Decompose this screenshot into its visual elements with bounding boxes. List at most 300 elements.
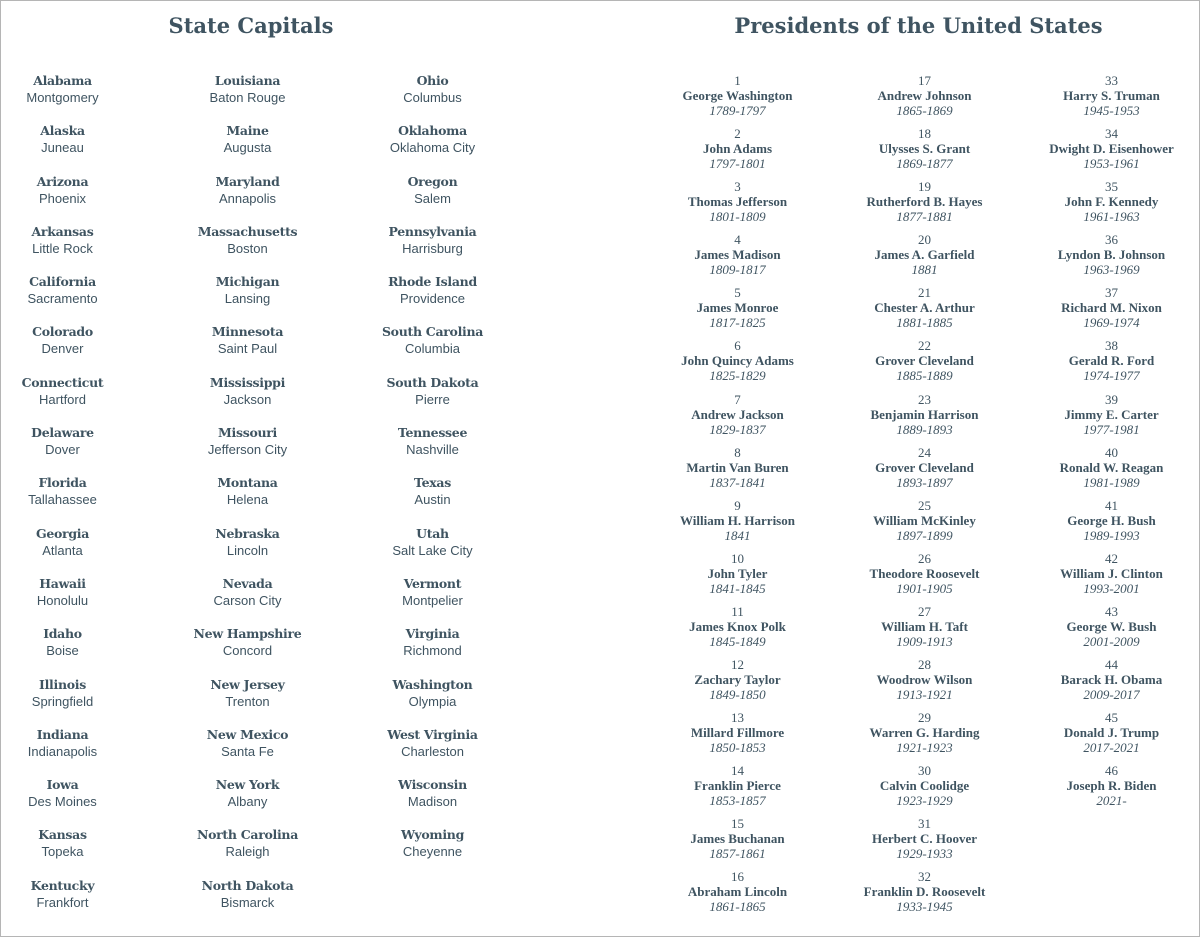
state-capital: Salem <box>414 190 451 206</box>
state-name: West Virginia <box>387 726 478 742</box>
president-number: 14 <box>731 763 744 779</box>
state-name: New Jersey <box>210 676 285 692</box>
president-entry <box>644 763 831 816</box>
president-term: 1981-1989 <box>1083 474 1140 490</box>
president-name: Chester A. Arthur <box>874 300 975 316</box>
president-term: 1909-1913 <box>896 633 953 649</box>
state-entry <box>155 727 340 777</box>
state-entry <box>0 375 155 425</box>
state-capital: Jackson <box>223 391 272 407</box>
president-name: Grover Cleveland <box>875 459 974 475</box>
president-name: Woodrow Wilson <box>876 672 973 688</box>
president-entry <box>644 232 831 285</box>
president-entry <box>1018 498 1200 551</box>
president-entry <box>644 710 831 763</box>
president-number: 36 <box>1105 232 1118 248</box>
state-capital: Sacramento <box>27 291 98 307</box>
president-number: 44 <box>1105 657 1118 673</box>
president-term: 1817-1825 <box>709 315 766 331</box>
state-name: Minnesota <box>211 324 284 340</box>
state-capital: Jefferson City <box>207 442 288 458</box>
state-name: South Dakota <box>386 374 479 390</box>
state-name: California <box>29 274 96 290</box>
state-name: South Carolina <box>381 324 484 340</box>
state-entry <box>0 224 155 274</box>
president-number: 24 <box>918 444 931 460</box>
state-capital: Columbia <box>405 341 460 357</box>
state-entry <box>340 375 525 425</box>
state-name: Maryland <box>215 173 280 189</box>
president-number: 25 <box>918 497 931 513</box>
state-entry <box>155 827 340 877</box>
president-number: 35 <box>1105 179 1118 195</box>
state-name: Florida <box>38 475 87 491</box>
state-capital: Helena <box>226 492 269 508</box>
president-number: 28 <box>918 657 931 673</box>
state-capital: Juneau <box>41 140 84 156</box>
president-entry <box>1018 392 1200 445</box>
state-name: Georgia <box>35 525 90 541</box>
state-capital: Des Moines <box>28 794 97 810</box>
state-capital: Carson City <box>213 592 282 608</box>
state-name: Virginia <box>405 626 460 642</box>
president-number: 45 <box>1105 710 1118 726</box>
state-name: Vermont <box>403 575 462 591</box>
state-entry <box>340 73 525 123</box>
president-term: 1797-1801 <box>709 156 766 172</box>
state-name: Ohio <box>416 73 449 88</box>
state-entry <box>0 727 155 777</box>
president-term: 2017-2021 <box>1083 740 1140 756</box>
president-name: Herbert C. Hoover <box>871 831 978 847</box>
state-name: Wyoming <box>400 827 465 843</box>
presidents-title: Presidents of the United States <box>734 13 1103 38</box>
president-number: 46 <box>1105 763 1118 779</box>
president-entry <box>644 338 831 391</box>
president-number: 33 <box>1105 73 1118 88</box>
president-term: 1825-1829 <box>709 368 766 384</box>
president-term: 2021- <box>1096 793 1127 809</box>
president-name: Andrew Jackson <box>691 406 784 422</box>
state-capital: Topeka <box>41 844 84 860</box>
state-entry <box>0 425 155 475</box>
president-number: 41 <box>1105 497 1118 513</box>
president-term: 1969-1974 <box>1083 315 1140 331</box>
state-capital: Baton Rouge <box>209 90 286 105</box>
president-term: 1953-1961 <box>1083 156 1140 172</box>
president-entry <box>831 285 1018 338</box>
state-entry <box>0 777 155 827</box>
president-entry <box>1018 551 1200 604</box>
president-term: 1789-1797 <box>709 103 766 118</box>
state-capital: Olympia <box>408 693 457 709</box>
president-term: 1849-1850 <box>709 687 766 703</box>
state-name: Texas <box>414 475 451 491</box>
president-number: 20 <box>918 232 931 248</box>
state-entry <box>0 526 155 576</box>
state-capital: Salt Lake City <box>392 542 473 558</box>
president-number: 13 <box>731 710 744 726</box>
president-term: 1877-1881 <box>896 209 953 225</box>
state-capital: Little Rock <box>32 240 93 256</box>
president-number: 19 <box>918 179 931 195</box>
president-number: 18 <box>918 126 931 142</box>
president-number: 26 <box>918 550 931 566</box>
state-entry <box>155 475 340 525</box>
state-name: North Dakota <box>201 877 294 893</box>
state-capital: Lincoln <box>226 542 269 558</box>
state-entry <box>340 727 525 777</box>
president-name: George W. Bush <box>1066 618 1157 634</box>
state-entry <box>0 878 155 928</box>
president-term: 1809-1817 <box>709 262 766 278</box>
state-capital: Montgomery <box>26 90 99 105</box>
state-capital: Springfield <box>31 693 94 709</box>
president-entry <box>831 604 1018 657</box>
state-entry <box>155 425 340 475</box>
president-term: 1853-1857 <box>709 793 766 809</box>
president-entry <box>1018 338 1200 391</box>
state-name: Iowa <box>46 777 79 793</box>
president-entry <box>644 126 831 179</box>
president-entry <box>831 763 1018 816</box>
president-term: 2001-2009 <box>1083 633 1140 649</box>
president-name: James Buchanan <box>690 831 785 847</box>
state-capital: Phoenix <box>39 190 86 206</box>
president-term: 1929-1933 <box>896 846 953 862</box>
president-name: William H. Taft <box>881 618 968 634</box>
president-entry <box>831 551 1018 604</box>
president-name: George Washington <box>682 88 793 103</box>
president-entry <box>644 392 831 445</box>
state-entry <box>340 224 525 274</box>
state-entry <box>155 274 340 324</box>
state-capital: Honolulu <box>36 592 89 608</box>
state-name: New Mexico <box>206 726 289 742</box>
president-number: 2 <box>734 126 741 142</box>
state-name: Arkansas <box>31 223 94 239</box>
president-entry <box>1018 657 1200 710</box>
state-entry <box>340 324 525 374</box>
president-number: 37 <box>1105 285 1118 301</box>
president-term: 1897-1899 <box>896 527 953 543</box>
state-entry <box>0 576 155 626</box>
president-term: 1963-1969 <box>1083 262 1140 278</box>
state-entry <box>0 274 155 324</box>
president-entry <box>831 392 1018 445</box>
president-name: James Madison <box>694 247 781 263</box>
state-entry <box>155 626 340 676</box>
state-entry <box>340 777 525 827</box>
state-entry <box>155 224 340 274</box>
president-entry <box>644 816 831 869</box>
president-entry <box>1018 232 1200 285</box>
president-entry <box>1018 179 1200 232</box>
state-name: Pennsylvania <box>388 223 477 239</box>
state-entry <box>155 526 340 576</box>
president-number: 38 <box>1105 338 1118 354</box>
state-capital: Lansing <box>224 291 271 307</box>
state-entry <box>0 475 155 525</box>
president-name: John Adams <box>703 141 772 157</box>
state-entry <box>0 174 155 224</box>
president-name: Joseph R. Biden <box>1066 778 1157 794</box>
state-name: Wisconsin <box>398 777 467 793</box>
state-capital: Albany <box>227 794 268 810</box>
state-capitals-title: State Capitals <box>168 13 334 38</box>
state-name: Massachusetts <box>197 223 298 239</box>
state-entry <box>0 324 155 374</box>
president-name: Thomas Jefferson <box>687 194 788 210</box>
president-name: Richard M. Nixon <box>1061 300 1162 316</box>
state-capital: Hartford <box>39 391 86 407</box>
president-entry <box>831 657 1018 710</box>
state-name: Hawaii <box>39 575 86 591</box>
president-name: Franklin Pierce <box>694 778 781 794</box>
state-entry <box>340 677 525 727</box>
president-number: 9 <box>734 497 741 513</box>
president-entry <box>1018 763 1200 816</box>
president-number: 32 <box>918 869 931 885</box>
president-number: 8 <box>734 444 741 460</box>
state-capital: Charleston <box>401 743 464 759</box>
president-name: Rutherford B. Hayes <box>866 194 983 210</box>
president-number: 43 <box>1105 603 1118 619</box>
president-number: 3 <box>734 179 741 195</box>
president-number: 39 <box>1105 391 1118 407</box>
president-name: William McKinley <box>873 512 976 528</box>
state-entry <box>340 274 525 324</box>
state-name: Washington <box>392 676 473 692</box>
president-name: Barack H. Obama <box>1060 672 1163 688</box>
president-entry <box>644 498 831 551</box>
president-entry <box>831 498 1018 551</box>
president-name: George H. Bush <box>1067 512 1156 528</box>
president-name: James Monroe <box>696 300 779 316</box>
president-name: Calvin Coolidge <box>879 778 970 794</box>
state-capital: Providence <box>399 291 466 307</box>
state-entry <box>340 123 525 173</box>
president-entry <box>831 126 1018 179</box>
state-entry <box>0 73 155 123</box>
president-term: 1841 <box>724 527 751 543</box>
president-entry <box>831 73 1018 126</box>
president-name: Franklin D. Roosevelt <box>863 884 986 900</box>
state-entry <box>155 677 340 727</box>
president-entry <box>831 179 1018 232</box>
president-term: 1913-1921 <box>896 687 953 703</box>
president-entry <box>831 710 1018 763</box>
state-name: Tennessee <box>397 425 468 441</box>
state-capital: Augusta <box>223 140 272 156</box>
state-capital: Cheyenne <box>402 844 463 860</box>
president-number: 10 <box>731 550 744 566</box>
state-capital: Austin <box>414 492 451 508</box>
president-number: 34 <box>1105 126 1118 142</box>
president-entry <box>1018 710 1200 763</box>
president-number: 4 <box>734 232 741 248</box>
state-name: Idaho <box>43 626 82 642</box>
president-name: Jimmy E. Carter <box>1064 406 1159 422</box>
president-number: 15 <box>731 816 744 832</box>
president-name: Ronald W. Reagan <box>1059 459 1164 475</box>
president-entry <box>1018 126 1200 179</box>
president-entry <box>644 179 831 232</box>
state-name: Oklahoma <box>398 123 467 139</box>
president-term: 1861-1865 <box>709 899 766 915</box>
state-entry <box>340 475 525 525</box>
state-name: Illinois <box>39 676 86 692</box>
president-number: 31 <box>918 816 931 832</box>
president-term: 1945-1953 <box>1083 103 1140 118</box>
state-name: Alaska <box>40 123 85 139</box>
state-capital: Oklahoma City <box>389 140 476 156</box>
state-name: New York <box>215 777 280 793</box>
president-entry <box>831 445 1018 498</box>
state-entry <box>155 174 340 224</box>
president-term: 1881-1885 <box>896 315 953 331</box>
state-entry <box>340 425 525 475</box>
president-term: 1885-1889 <box>896 368 953 384</box>
state-capital: Dover <box>45 442 80 458</box>
state-capital: Pierre <box>415 391 450 407</box>
president-name: Benjamin Harrison <box>870 406 979 422</box>
state-entry <box>155 777 340 827</box>
president-number: 23 <box>918 391 931 407</box>
state-entry <box>155 375 340 425</box>
president-term: 1893-1897 <box>896 474 953 490</box>
president-name: James A. Garfield <box>874 247 975 263</box>
president-name: Harry S. Truman <box>1063 88 1160 103</box>
state-entry <box>340 526 525 576</box>
president-name: Dwight D. Eisenhower <box>1049 141 1174 157</box>
president-entry <box>644 445 831 498</box>
state-capitals-grid <box>0 73 525 928</box>
state-name: Kentucky <box>30 877 95 893</box>
president-name: John F. Kennedy <box>1064 194 1159 210</box>
state-entry <box>340 626 525 676</box>
state-entry <box>0 677 155 727</box>
president-name: Warren G. Harding <box>869 725 980 741</box>
state-capital: Tallahassee <box>28 492 97 508</box>
president-number: 11 <box>731 603 744 619</box>
president-term: 1841-1845 <box>709 580 766 596</box>
president-entry <box>831 816 1018 869</box>
state-name: Arizona <box>36 173 89 189</box>
president-name: Donald J. Trump <box>1063 725 1160 741</box>
president-entry <box>831 869 1018 922</box>
president-term: 1977-1981 <box>1083 421 1140 437</box>
president-number: 5 <box>734 285 741 301</box>
state-capital: Indianapolis <box>27 743 98 759</box>
president-name: John Tyler <box>707 565 768 581</box>
president-entry <box>644 73 831 126</box>
president-name: Abraham Lincoln <box>687 884 788 900</box>
president-entry <box>831 338 1018 391</box>
president-name: Zachary Taylor <box>694 672 781 688</box>
state-capital: Columbus <box>403 90 462 105</box>
state-capital: Boston <box>227 240 268 256</box>
president-entry <box>1018 604 1200 657</box>
state-name: Colorado <box>32 324 93 340</box>
state-capital: Richmond <box>403 643 462 659</box>
president-term: 1881 <box>911 262 938 278</box>
president-number: 40 <box>1105 444 1118 460</box>
state-entry <box>340 827 525 877</box>
president-term: 1829-1837 <box>709 421 766 437</box>
president-name: Millard Fillmore <box>690 725 785 741</box>
president-term: 1889-1893 <box>896 421 953 437</box>
president-name: William J. Clinton <box>1060 565 1163 581</box>
president-number: 29 <box>918 710 931 726</box>
state-capital: Montpelier <box>402 592 463 608</box>
state-entry <box>0 626 155 676</box>
president-entry <box>1018 445 1200 498</box>
president-term: 1933-1945 <box>896 899 953 915</box>
president-term: 1845-1849 <box>709 633 766 649</box>
president-term: 1974-1977 <box>1083 368 1140 384</box>
state-capital: Boise <box>46 643 79 659</box>
state-name: Indiana <box>36 726 89 742</box>
state-name: Rhode Island <box>388 274 477 290</box>
president-entry <box>644 551 831 604</box>
president-number: 7 <box>734 391 741 407</box>
president-name: Martin Van Buren <box>686 459 789 475</box>
president-number: 6 <box>734 338 741 354</box>
president-number: 22 <box>918 338 931 354</box>
president-number: 21 <box>918 285 931 301</box>
state-entry <box>155 576 340 626</box>
state-name: Nevada <box>222 575 273 591</box>
president-entry <box>644 657 831 710</box>
president-number: 12 <box>731 657 744 673</box>
state-capital: Trenton <box>225 693 270 709</box>
president-term: 1865-1869 <box>896 103 953 118</box>
state-entry <box>155 73 340 123</box>
state-capital: Frankfort <box>36 894 89 910</box>
state-name: Kansas <box>38 827 87 843</box>
state-capital: Atlanta <box>42 542 83 558</box>
president-term: 1921-1923 <box>896 740 953 756</box>
state-name: Utah <box>416 525 449 541</box>
president-name: James Knox Polk <box>689 618 786 634</box>
state-capital: Denver <box>41 341 84 357</box>
president-term: 2009-2017 <box>1083 687 1140 703</box>
state-capital: Harrisburg <box>402 240 463 256</box>
president-term: 1850-1853 <box>709 740 766 756</box>
state-name: Nebraska <box>215 525 280 541</box>
state-capital: Nashville <box>406 442 459 458</box>
state-name: North Carolina <box>196 827 299 843</box>
state-capital: Bismarck <box>220 894 275 910</box>
state-name: New Hampshire <box>193 626 302 642</box>
state-capital: Raleigh <box>225 844 270 860</box>
state-name: Delaware <box>31 425 94 441</box>
president-term: 1801-1809 <box>709 209 766 225</box>
state-name: Montana <box>217 475 278 491</box>
state-entry <box>0 123 155 173</box>
president-name: William H. Harrison <box>680 512 795 528</box>
president-number: 42 <box>1105 550 1118 566</box>
state-capital: Saint Paul <box>217 341 278 357</box>
state-entry <box>340 174 525 224</box>
president-name: Lyndon B. Johnson <box>1057 247 1166 263</box>
state-name: Maine <box>226 123 269 139</box>
president-name: Andrew Johnson <box>877 88 972 103</box>
president-number: 17 <box>918 73 931 88</box>
state-capital: Madison <box>407 794 458 810</box>
president-number: 30 <box>918 763 931 779</box>
